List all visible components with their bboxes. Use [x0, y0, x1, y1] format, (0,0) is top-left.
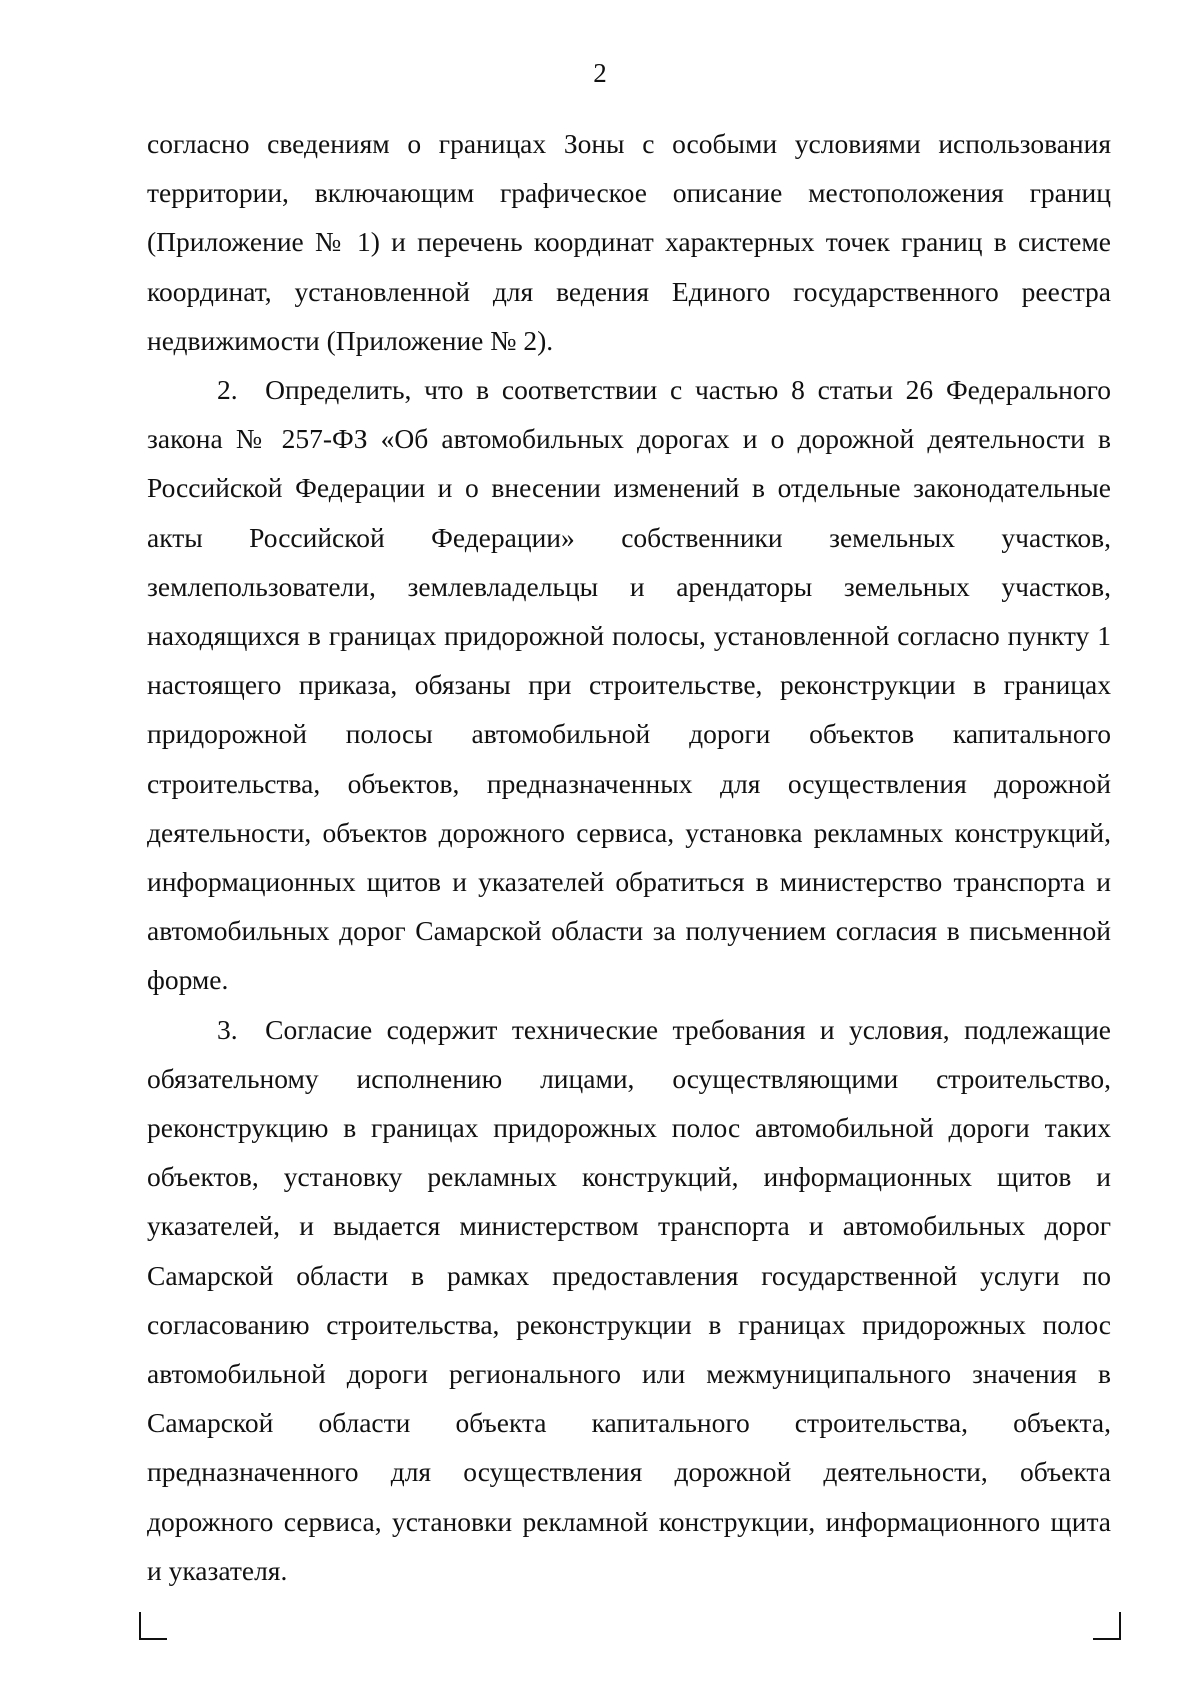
- paragraph-continuation: согласно сведениям о границах Зоны с особыми условиями использования территории, включающим графическое описание местоположения границ (Приложение № 1) и перечень координат характерных точек границ в системе координат, установленной для ведения Единого государственного реестра недвижимости (Приложение № 2).: [147, 128, 1111, 356]
- document-body: [147, 119, 1111, 1595]
- page-number: 2: [593, 58, 607, 88]
- paragraph-item-2: 2. Определить, что в соответствии с частью 8 статьи 26 Федерального закона № 257-ФЗ «Об автомобильных дорогах и о дорожной деятельности в Российской Федерации и о внесении изменений в отдельные законодательные акты Российской Федерации» собственники земельных участков, землепользователи, землевладельцы и арендаторы земельных участков, находящихся в границах придорожной полосы, установленной согласно пункту 1 настоящего приказа, обязаны при строительстве, реконструкции в границах придорожной полосы автомобильной дороги объектов капитального строительства, объектов, предназначенных для осуществления дорожной деятельности, объектов дорожного сервиса, установка рекламных конструкций, информационных щитов и указателей обратиться в министерство транспорта и автомобильных дорог Самарской области за получением согласия в письменной форме.: [147, 374, 1111, 996]
- bottom-left-corner-mark: [139, 1612, 167, 1640]
- paragraph-item-3: 3. Согласие содержит технические требования и условия, подлежащие обязательному исполнению лицами, осуществляющими строительство, реконструкцию в границах придорожных полос автомобильной дороги таких объектов, установку рекламных конструкций, информационных щитов и указателей, и выдается министерством транспорта и автомобильных дорог Самарской области в рамках предоставления государственной услуги по согласованию строительства, реконструкции в границах придорожных полос автомобильной дороги регионального или межмуниципального значения в Самарской области объекта капитального строительства, объекта, предназначенного для осуществления дорожной деятельности, объекта дорожного сервиса, установки рекламной конструкции, информационного щита и указателя.: [147, 1013, 1111, 1586]
- bottom-right-corner-mark: [1093, 1612, 1121, 1640]
